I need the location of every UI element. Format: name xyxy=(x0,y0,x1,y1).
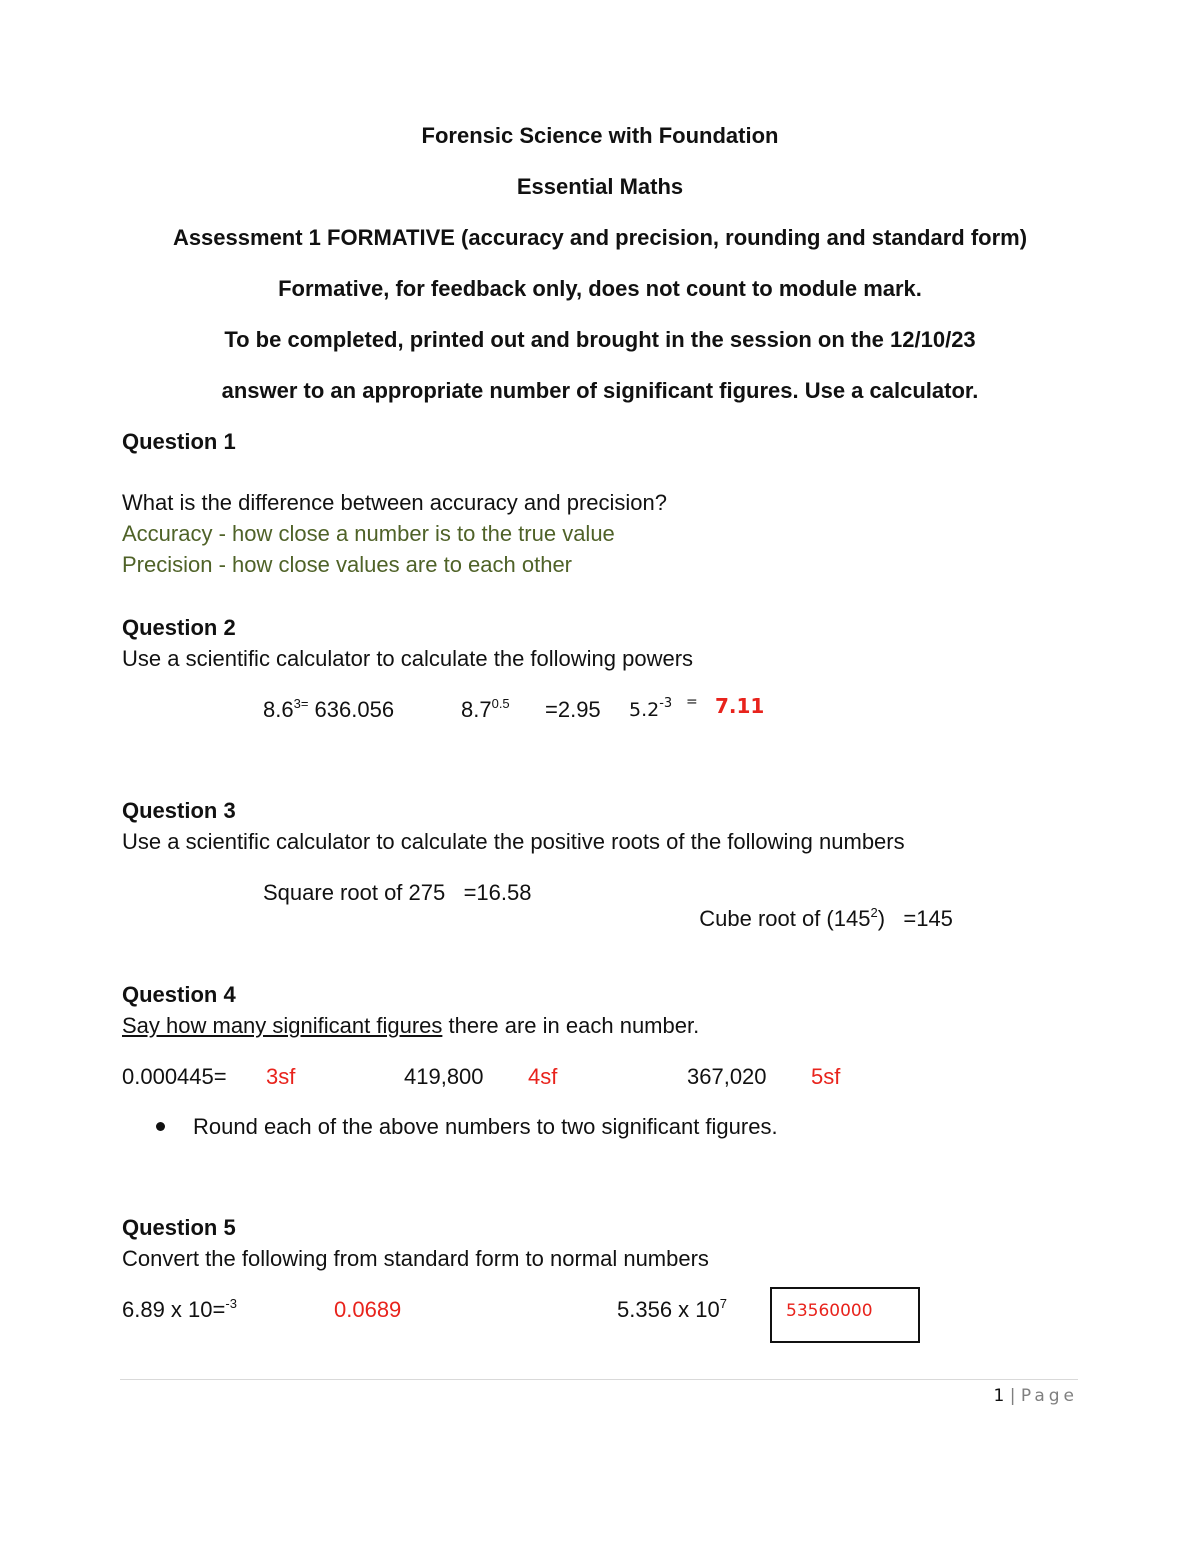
power-3-exponent: -3 xyxy=(659,696,673,711)
page-number: 1 xyxy=(993,1386,1005,1406)
power-3-equals: = xyxy=(686,694,698,710)
standard-form-1-base: 6.89 x 10= xyxy=(122,1297,226,1322)
question-2-title: Question 2 xyxy=(122,615,236,640)
sf-answer-1: 3sf xyxy=(266,1064,296,1089)
power-2-answer: =2.95 xyxy=(545,697,601,722)
power-1-base: 8.6 xyxy=(263,697,294,722)
standard-form-2-base: 5.356 x 10 xyxy=(617,1297,720,1322)
standard-form-2 xyxy=(617,1297,727,1323)
power-1-exponent: 3= xyxy=(293,696,309,711)
question-2-prompt: Use a scientific calculator to calculate the following powers xyxy=(122,646,694,671)
answer-box xyxy=(770,1287,920,1343)
sf-number-1: 0.000445= xyxy=(122,1064,227,1089)
cube-root-post: ) =145 xyxy=(877,906,953,931)
standard-form-1 xyxy=(122,1297,237,1323)
answer-precision: Precision - how close values are to each other xyxy=(122,552,573,577)
question-3-prompt: Use a scientific calculator to calculate the positive roots of the following numbers xyxy=(122,829,905,854)
power-1 xyxy=(263,697,394,723)
power-2 xyxy=(461,697,510,723)
question-1-prompt: What is the difference between accuracy and precision? xyxy=(122,490,668,515)
module-title: Essential Maths xyxy=(516,174,684,199)
standard-form-1-answer: 0.0689 xyxy=(334,1297,402,1322)
power-1-answer: 636.056 xyxy=(308,697,395,722)
instruction-note: answer to an appropriate number of significant figures. Use a calculator. xyxy=(221,378,979,403)
question-5-title: Question 5 xyxy=(122,1215,236,1240)
answer-accuracy: Accuracy - how close a number is to the true value xyxy=(122,521,615,546)
bullet-dot xyxy=(156,1122,165,1131)
assessment-title: Assessment 1 FORMATIVE (accuracy and precision, rounding and standard form) xyxy=(172,225,1028,250)
cube-root-pre: Cube root of (145 xyxy=(699,906,871,931)
question-4-prompt-underlined: Say how many significant figures xyxy=(122,1013,443,1038)
standard-form-2-answer: 53560000 xyxy=(786,1301,873,1321)
power-2-exponent: 0.5 xyxy=(491,696,510,711)
page-footer xyxy=(993,1386,1078,1406)
power-3-answer: 7.11 xyxy=(715,694,765,718)
cube-root-answer xyxy=(687,880,953,932)
course-title: Forensic Science with Foundation xyxy=(421,123,779,148)
formative-note: Formative, for feedback only, does not count to module mark. xyxy=(278,276,922,301)
question-5-prompt: Convert the following from standard form to normal numbers xyxy=(122,1246,709,1271)
square-root-answer: Square root of 275 =16.58 xyxy=(263,880,532,905)
question-4-prompt-rest: there are in each number. xyxy=(442,1013,700,1038)
question-3-title: Question 3 xyxy=(122,798,236,823)
rounding-instruction: Round each of the above numbers to two significant figures. xyxy=(193,1114,778,1139)
sf-answer-2: 4sf xyxy=(528,1064,558,1089)
power-2-base: 8.7 xyxy=(461,697,492,722)
question-4-title: Question 4 xyxy=(122,982,236,1007)
page-separator: | xyxy=(1009,1386,1016,1406)
standard-form-1-exponent: -3 xyxy=(225,1296,237,1311)
footer-divider xyxy=(120,1379,1078,1380)
deadline-note: To be completed, printed out and brought in the session on the 12/10/23 xyxy=(224,327,976,352)
sf-number-2: 419,800 xyxy=(404,1064,484,1089)
question-4-prompt xyxy=(122,1013,699,1039)
standard-form-2-exponent: 7 xyxy=(719,1296,727,1311)
power-3-base: 5.2 xyxy=(629,699,660,721)
page-label: Page xyxy=(1020,1386,1078,1406)
sf-number-3: 367,020 xyxy=(687,1064,767,1089)
sf-answer-3: 5sf xyxy=(811,1064,841,1089)
power-3 xyxy=(629,696,673,721)
cube-root-exponent: 2 xyxy=(870,905,878,920)
question-1-title: Question 1 xyxy=(122,429,236,454)
